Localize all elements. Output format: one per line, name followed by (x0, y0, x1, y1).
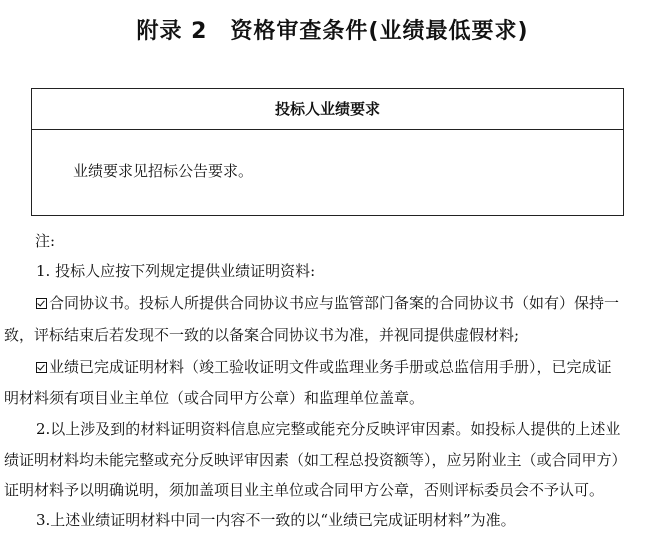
requirement-table (31, 88, 624, 216)
checked-checkbox-icon (36, 298, 47, 309)
note-item-1b-line2: 明材料须有项目业主单位（或合同甲方公章）和监理单位盖章。 (4, 389, 425, 407)
note-item-1-intro: 1. 投标人应按下列规定提供业绩证明资料: (36, 262, 316, 280)
note-item-1b-line1 (36, 357, 612, 377)
notes-label: 注: (35, 232, 56, 250)
note-item-1a-line2: 致，评标结束后若发现不一致的以备案合同协议书为准，并视同提供虚假材料; (4, 326, 520, 344)
note-item-1a-text: 合同协议书。投标人所提供合同协议书应与监管部门备案的合同协议书（如有）保持一 (49, 294, 620, 312)
checked-checkbox-icon (36, 362, 47, 373)
note-item-2-line1: 2.以上涉及到的材料证明资料信息应完整或能充分反映评审因素。如投标人提供的上述业 (36, 420, 621, 438)
requirement-body: 业绩要求见招标公告要求。 (73, 162, 254, 180)
note-item-2-line2: 绩证明材料均未能完整或充分反映评审因素（如工程总投资额等），应另附业主（或合同甲方） (4, 451, 627, 469)
note-item-2-line3: 证明材料予以明确说明，须加盖项目业主单位或合同甲方公章，否则评标委员会不予认可。 (4, 481, 605, 499)
requirement-header: 投标人业绩要求 (32, 89, 623, 130)
note-item-1b-text: 业绩已完成证明材料（竣工验收证明文件或监理业务手册或总监信用手册），已完成证 (49, 358, 612, 376)
note-item-3: 3.上述业绩证明材料中同一内容不一致的以“业绩已完成证明材料”为准。 (36, 511, 516, 529)
note-item-1a-line1 (36, 293, 619, 313)
page-title: 附录 2 资格审查条件(业绩最低要求) (136, 19, 529, 44)
